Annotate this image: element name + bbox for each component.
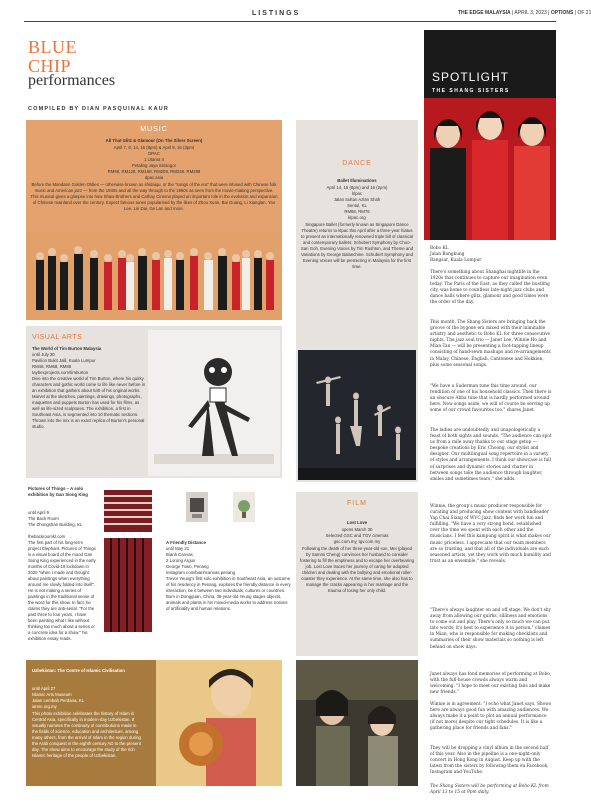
spotlight-paragraph-3: "We have a Suderman tune this time around, our rendition of one of his household classics. Then there is an obscure Abba tune that is hardly performed around here. New songs aside, we will of course be serving up some of our crowd favourites too," shares Janet.	[430, 384, 552, 414]
pot-dates: until April 9	[28, 510, 50, 515]
dance-description: Singapore Ballet (formerly known as Singapore Dance Theatre) returns to klpac this April after a three-year hiatus to present an internationally renowned triple bill of classical and contemporary ballets: Schubert Symphony by Choo-San Goh, Evening Voices by Tim Rushton, and Theme and Variations by George Balanchine. Schubert Symphony and Evening Voices will be premiering in Malaysia for the first time.	[300, 222, 414, 269]
stripe-set-top	[104, 490, 152, 532]
spotlight-subtitle: THE SHANG SISTERS	[432, 88, 510, 94]
dance-venue-2: Jalan Sultan Azlan Shah	[333, 197, 381, 202]
page-number: OF 21	[577, 10, 591, 16]
uz-description: This photo exhibition celebrates the history of Islam in Central Asia, specifically in modern-day Uzbekistan. It visually narrates the continuity of contributions made in the fields of science, education and architecture, among many others, from the arrival of Islam in the region during the Arab conquest in the eighth century AD to the present day. The show aims to encourage the study of the rich Islamic heritage of the people of Uzbekistan.	[32, 711, 141, 758]
brand-name: THE EDGE MALAYSIA	[458, 10, 511, 16]
dance-site[interactable]: klpac.org	[348, 215, 366, 220]
striped-painting	[100, 486, 156, 636]
page-title	[28, 38, 77, 76]
film-venue: Selected GSC and TGV cinemas	[325, 533, 389, 538]
artwork-thumbnail-2	[233, 492, 255, 522]
music-venue-2: 1 Utama II	[144, 157, 164, 162]
spotlight-paragraph-9: They will be dropping a vinyl album in the second half of this year. Also in the pipeline is a one-night-only concert in Hong Kong in August. Keep up with the latest from the sisters by following them on Facebook, Instagram and YouTube.	[430, 746, 549, 776]
title-line-3: performances	[28, 72, 116, 89]
spotlight-paragraph-2: This month, The Shang Sisters are bringing back the groove of the bygone era mixed with their inimitable artistry and aesthetic to Bobo KL for three consecutive nights. The jazz soul trio — Janet Lee, Winnie Ho and Mian Tan — will be presenting a foot-tapping lineup consisting of hand-sewn mashups and re-arrangements in Malay, Chinese, English, Cantonese and Hokkien, plus some seasonal songs.	[430, 320, 551, 368]
fd-venue-2: 2 Lorong Argus	[166, 558, 196, 563]
film-site[interactable]: gsc.com.my, tgv.com.my	[333, 539, 381, 544]
va-show-title: The World of Tim Burton Malaysia	[32, 346, 102, 351]
va-dates: until July 30	[32, 352, 55, 357]
fd-dates: until May 21	[166, 546, 190, 551]
fd-venue-3: George Town, Penang	[166, 564, 209, 569]
page-folio: THE EDGE MALAYSIA | APRIL 3, 2023 | OPTIONS | OF 21	[458, 10, 591, 16]
spotlight-title: SPOTLIGHT	[432, 70, 510, 84]
film-dates: opens March 30	[341, 527, 373, 532]
byline: COMPILED BY DIAN PASQUINAL KAUR	[28, 106, 170, 112]
spotlight-paragraph-1: There's something about Shanghai nightlife in the 1920s that continues to capture our imagination even today. The Paris of the East, as they called the bustling city, was home to countless late-night jazz clubs and dance halls where glitz, glamour and good times were the order of the day.	[430, 270, 550, 306]
title-line-2: CHIP	[28, 56, 72, 76]
dance-heading: DANCE	[342, 160, 372, 167]
pot-site[interactable]: thebackroomkl.com	[28, 534, 66, 539]
sister-figures	[430, 111, 550, 240]
uz-site[interactable]: iamm.org.my	[32, 704, 57, 709]
spotlight-venue-1: Bobo KL	[430, 246, 449, 251]
film-still-photo	[296, 660, 418, 786]
va-venue: Pavilion Bukit Jalil, Kuala Lumpur	[32, 358, 96, 363]
va-prices: RM48, RM68, RM88	[32, 364, 72, 369]
music-description: Before the Mandarin Golden Oldies — otherwise known as shidaiqu, or the "songs of the era" that were infused with Chinese folk music and American jazz — from the 1930s and all the way through to the 1960s as seen from the movie-making perspective. This musical gives a glimpse into how Shaw Brothers and Cathay Cinema played an important role in the evolution and expansion of Chinese mainland over the century. Expect famous tunes popularised by the likes of Zhou Xuan, Bai Guang, Li Xianglan, Yao Lee, Lin Dai, Ge Lan and more.	[30, 182, 278, 211]
dance-venue-3: Sentul, KL	[347, 203, 367, 208]
section-heading: LISTINGS	[252, 10, 301, 17]
spotlight-paragraph-5: Winnie, the group's music producer responsible for curating and producing show content with bandleader Yap Chai Siang of WVC Jazz, finds her work fun and fulfilling. "We have a very strong bond, established over the time we spent with each other and the musicians. I feel this kampung spirit is what makes our music priceless. I appreciate that our team members are so trusting, and that all of the individuals are each seasoned artists, yet they work with much humility and trust as an ensemble," she reveals.	[430, 504, 551, 564]
music-venue-1: DPAC	[148, 151, 160, 156]
pot-description: The first part of his long-term project Elephant, Pictures of Things is a visual board of the mood Gan Siong King experienced in the early months of Covid-19 lockdown in 2020 "when I made and thought about paintings when everything around me slowly folded into itself". He is not making a series of paintings in the traditional sense of the word for this show. In fact, he claims they are anti-serial. "For the past three to four years, I have been painting what I like without thinking too much about a series or a concrete idea for a show," his exhibition essay reads.	[28, 540, 96, 641]
music-site[interactable]: dpac.asia	[144, 175, 164, 180]
artwork-thumbnail-1	[186, 492, 208, 522]
dance-prices: RM68, RM78	[344, 209, 370, 214]
spotlight-paragraph-4: The ladies are undoubtedly and unapologetically a feast of both sights and sounds. "The audience can spot us from a mile away thanks to our stage getup — bespoke creations by Eric Choong, our stylist and designer. Our multilingual song repertoire in a variety of styles and arrangements. I think our showcase is full of surprises and dynamic stories and chatter in between songs take the audience through laughter, smiles and sometimes tears," she adds.	[430, 428, 552, 482]
shang-sisters-photo	[424, 100, 556, 240]
uz-venue-1: Islamic Arts Museum	[32, 692, 72, 697]
music-dates: April 7, 8, 14, 15 (8pm) & April 9, 16 (3pm)	[113, 145, 195, 150]
uz-venue-2: Jalan Lembah Perdana, KL	[32, 698, 85, 703]
visual-arts-heading: VISUAL ARTS	[32, 334, 83, 341]
music-prices: RM68, RM128, RM168, RM208, RM248, RM288	[107, 169, 201, 174]
dance-venue-1: klpac	[351, 191, 363, 196]
spotlight-closing: The Shang Sisters will be performing at Bobo KL from April 13 to 15 at 9pm daily.	[430, 784, 549, 796]
dance-show-title: Ballet Illuminations	[337, 178, 377, 183]
title-line-1: BLUE	[28, 37, 77, 57]
uz-dates: until April 27	[32, 686, 56, 691]
ballet-photo	[298, 350, 416, 480]
fd-description: Trevor Yeung's first solo exhibition in Southeast Asia, an outcome of his residency in Penang, explores the friendly distance in every interaction, be it between two individuals, cultures or countries. Born in Dongguan, China, 35-year-old Yeung stages objects, animals and plants in his mixed-media works to address notions of artificiality and human relations.	[166, 576, 291, 611]
music-heading: MUSIC	[140, 126, 168, 133]
fd-show-title: A Friendly Distance	[166, 540, 206, 545]
spotlight-paragraph-8: Winnie is in agreement: "I echo what Janet says. Shows here are always good fun with amazing audiences. We always make it a point to plot an annual performance (if not more) despite our tight schedules. It is like a gathering place for friends and fans."	[430, 702, 552, 732]
pot-show-title: Pictures of Things – A solo exhibition by Gan Siong King	[28, 486, 88, 497]
section-name: OPTIONS	[550, 10, 574, 16]
va-site[interactable]: taybexprojects.com/timburton	[32, 370, 89, 375]
dance-dates: April 14, 15 (8pm) and 16 (2pm)	[326, 185, 388, 190]
music-show-title: All That Glitz & Glamour (On The Silver Screen)	[105, 138, 203, 143]
film-heading: FILM	[347, 500, 367, 507]
fd-venue-1: Bianh Canvas	[166, 552, 193, 557]
spotlight-venue-2: Jalan Bangkung	[430, 252, 465, 257]
pot-venue-2: The Zhongshan Building, KL	[28, 522, 83, 527]
stripe-set-bottom	[104, 538, 152, 632]
fd-site[interactable]: instagram.com/bianhcanvas.penang	[166, 570, 236, 575]
tim-burton-figure-photo	[148, 330, 280, 476]
spotlight-venue-3: Bangsar, Kuala Lumpur	[430, 258, 482, 263]
film-show-title: Lost Love	[346, 520, 368, 525]
music-cast-photo	[26, 232, 282, 320]
pot-venue-1: The Back Room	[28, 516, 59, 521]
header-rule	[24, 21, 556, 22]
uz-show-title: Uzbekistan: The Centre of Islamic Civilisation	[32, 668, 125, 673]
music-venue-3: Petaling Jaya Selangor	[131, 163, 177, 168]
issue-date: APRIL 3, 2023	[514, 10, 547, 16]
spotlight-paragraph-6: "There's always laughter on and off stage. We don't shy away from allowing our quirks, silliness and emotions to come out and play. There's only so much we can put into words; it's best to experience it in person," chimes in Mian, who is responsible for making checklists and summaries of their show materials so nothing is left behind on show days.	[430, 608, 552, 650]
film-description: Following the death of her three-year-old son, Mei (played by Sammi Cheng) convinces her husband to consider fostering to fill the emptiness and to escape her overbearing job. Lost Love traces her journey of caring for adopted children and dealing with the bullying and emotional roller-coaster they experience. At the same time, she also has to manage the cracks appearing in her marriage and the trauma of losing her only child.	[300, 546, 414, 593]
va-description: Dive into the creative world of Tim Burton, where his quirky characters and gothic world come to life like never before in an exhibition that gathers about 540 of his original works. Marvel at the sketches, paintings, drawings, photographs, maquettes and puppets Burton has used for his films, as well as life-sized sculptures. The exhibition, a first in Southeast Asia, is segmented into 10 thematic sections. Thrown into the mix is an exact replica of Burton's personal studio.	[32, 376, 146, 429]
spotlight-paragraph-7: Janet always has fond memories of performing at Bobo, with the full-house crowds always warm and welcoming. "I hope to meet our existing fans and make new friends."	[430, 672, 552, 696]
